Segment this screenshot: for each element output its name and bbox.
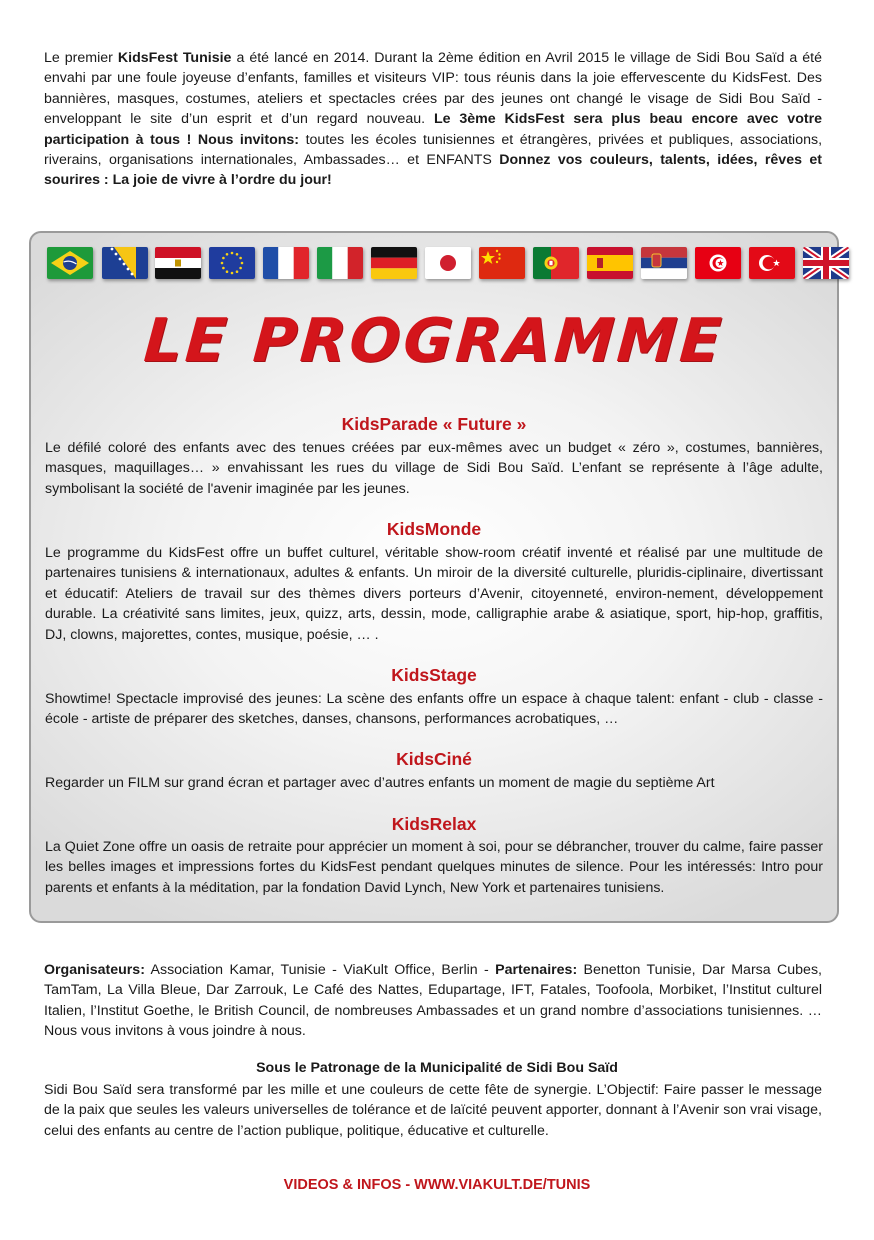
serbia-flag-icon bbox=[641, 247, 687, 279]
japan-flag-icon bbox=[425, 247, 471, 279]
egypt-flag-icon bbox=[155, 247, 201, 279]
brazil-flag-icon bbox=[47, 247, 93, 279]
footer-link[interactable]: VIDEOS & INFOS - WWW.VIAKULT.DE/TUNIS bbox=[283, 1177, 591, 1193]
intro-bold-1: KidsFest Tunisie bbox=[117, 50, 232, 66]
patronage-heading: Sous le Patronage de la Municipalité de Sidi Bou Saïd bbox=[256, 1060, 618, 1076]
section-heading-kidsrelax: KidsRelax bbox=[391, 814, 477, 834]
section-text-kidsparade: Le défilé coloré des enfants avec des tenues créées par eux-mêmes avec un budget « zéro », costumes, bannières, masques, maquillages… » envahissant les rues du village de Sidi Bou Saïd. L’enfant se représente à l’âge adulte, symbolisant la société de l'avenir imaginée par les jeunes. bbox=[45, 440, 823, 497]
section-heading-kidscine: KidsCiné bbox=[396, 749, 472, 769]
organisers-label: Organisateurs: bbox=[44, 962, 145, 978]
intro-text-1: Le premier bbox=[44, 50, 118, 66]
intro-bold-2: Le 3ème KidsFest sera plus beau encore avec votre participation à tous ! Nous invitons: bbox=[44, 111, 823, 148]
italy-flag-icon bbox=[317, 247, 363, 279]
organisers-text: Association Kamar, Tunisie - ViaKult Office, Berlin - bbox=[144, 962, 496, 978]
china-flag-icon bbox=[479, 247, 525, 279]
section-text-kidsrelax: La Quiet Zone offre un oasis de retraite pour apprécier un moment à soi, pour se débrancher, trouver du calme, faire passer les belles images et impressions fortes du KidsFest pendant quelques minutes de silence. Pour les intéressés: Intro pour parents et enfants à la méditation, par la fondation David Lynch, New York et partenaires tunisiens. bbox=[45, 839, 823, 896]
spain-flag-icon bbox=[587, 247, 633, 279]
programme-title: LE PROGRAMME bbox=[141, 306, 727, 376]
turkey-flag-icon bbox=[749, 247, 795, 279]
section-heading-kidsmonde: KidsMonde bbox=[386, 519, 482, 539]
intro-paragraph bbox=[44, 48, 822, 191]
organisers-paragraph bbox=[44, 960, 822, 1042]
flag-strip bbox=[47, 247, 833, 281]
germany-flag-icon bbox=[371, 247, 417, 279]
section-heading-kidsparade: KidsParade « Future » bbox=[341, 414, 527, 434]
eu-flag-icon bbox=[209, 247, 255, 279]
uk-flag-icon bbox=[803, 247, 849, 279]
portugal-flag-icon bbox=[533, 247, 579, 279]
section-text-kidsmonde: Le programme du KidsFest offre un buffet culturel, véritable show-room créatif inventé et réalisé par une multitude de partenaires tunisiens & internationaux, adultes & enfants. Un miroir de la diversité culturelle, pluridis-ciplinaire, divertissant et éducatif: Ateliers de travail sur des thèmes divers porteurs d’Avenir, citoyenneté, environ-nement, développement durable. La créativité sans limites, jeux, quizz, arts, dessin, mode, calligraphie arabe & asiatique, sport, hip-hop, graffitis, DJ, clowns, majorettes, contes, musique, poésie, … . bbox=[45, 545, 823, 643]
programme-box bbox=[29, 231, 839, 923]
partners-label: Partenaires: bbox=[495, 962, 578, 978]
intro-text-2: a été lancé en 2014. Durant la 2ème édition en Avril 2015 le village de Sidi Bou Saïd a été envahi par une foule joyeuse d’enfants, familles et visiteurs VIP: tous réunis dans la joie effervescente du KidsFest. Des bannières, masques, costumes, ateliers et spectacles crées par des jeunes ont changé le visage de Sidi Bou Saïd - enveloppant le site d’un esprit et d’un regard nouveau. bbox=[44, 50, 822, 128]
bosnia-flag-icon bbox=[102, 247, 148, 279]
france-flag-icon bbox=[263, 247, 309, 279]
partners-text: Benetton Tunisie, Dar Marsa Cubes, TamTam, La Villa Bleue, Dar Zarrouk, Le Café des Nattes, Edupartage, IFT, Fatales, Toofoola, Morbiket, l’Institut culturel Italien, l’Institut Goethe, le British Council, de nombreuses Ambassades et un grand nombre d’associations tunisiennes. … Nous vous invitons à vous joindre à nous. bbox=[44, 962, 822, 1040]
intro-text-3: toutes les écoles tunisiennes et étrangères, privées et publiques, associations, riverains, organisations internationales, Ambassades… et ENFANTS bbox=[44, 131, 823, 169]
section-heading-kidsstage: KidsStage bbox=[391, 665, 477, 685]
section-text-kidscine: Regarder un FILM sur grand écran et partager avec d’autres enfants un moment de magie du septième Art bbox=[45, 775, 715, 791]
tunisia-flag-icon bbox=[695, 247, 741, 279]
patronage-text: Sidi Bou Saïd sera transformé par les mille et une couleurs de cette fête de synergie. L’Objectif: Faire passer le message de la paix que seules les valeurs universelles de tolérance et de laïcité peuvent apporter, donnant à l’Avenir son vrai visage, celui des enfants au centre de l’action publique, politique, éducative et culturelle. bbox=[44, 1082, 822, 1139]
section-text-kidsstage: Showtime! Spectacle improvisé des jeunes: La scène des enfants offre un espace à chaque talent: enfant - club - classe - école - artiste de préparer des sketches, danses, chansons, performances acrobatiques, … bbox=[45, 691, 823, 728]
intro-bold-3: Donnez vos couleurs, talents, idées, rêves et sourires : La joie de vivre à l’ordre du jour! bbox=[44, 152, 822, 189]
